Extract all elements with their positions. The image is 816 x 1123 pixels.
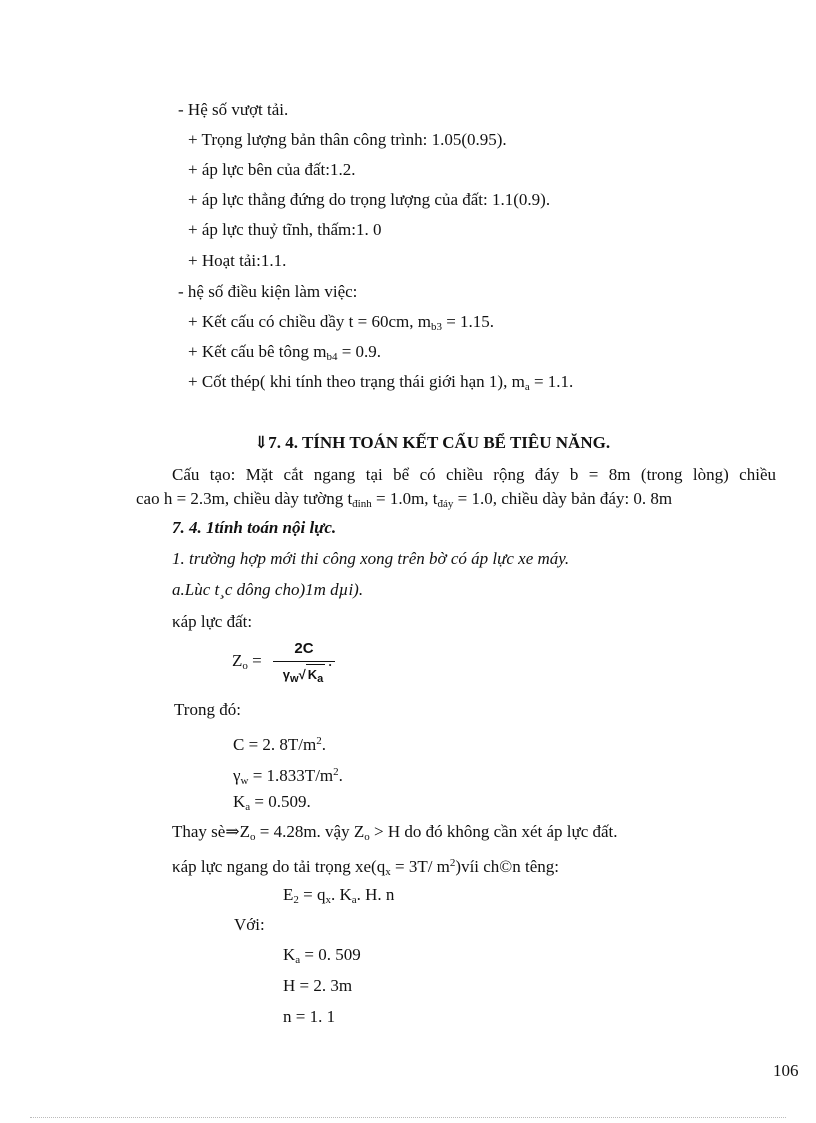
formula-end: . [328, 651, 333, 670]
n-value: n = 1. 1 [283, 1007, 336, 1026]
ka-value: $K_a = 0.509$. [233, 792, 311, 813]
fraction-bar [273, 661, 335, 662]
overload-heading: - Hệ số vượt tải. [178, 100, 289, 119]
work-item-1: + Kết cấu có chiều dầy t = 60cm, $m_{b3} = 1.15$. [188, 312, 495, 333]
h-value: H = 2. 3m [283, 976, 353, 995]
e2-formula: $E_2 = q_x$. $K_a$. H. n [283, 885, 395, 906]
page-number: 106 [773, 1061, 799, 1080]
bottom-divider [30, 1117, 786, 1118]
horizontal-pressure-label: κáp lực ngang do tải trọng $xe(q_x = 3T/$ $m^2)víi$ ch©n têng: [172, 857, 559, 878]
section-heading: ⇓7. 4. TÍNH TOÁN KẾT CẤU BỂ TIÊU NĂNG. [254, 433, 611, 452]
work-item-3: + Cốt thép( khi tính theo trạng thái giới hạn 1), $m_a = 1.1$. [188, 372, 574, 393]
intro-line-2: cao h = 2.3m, chiều dày tường $t_{đỉnh} = 1.0m$, $t_{đáy} = 1.0$, chiều dày bản đáy: 0. 8m [136, 489, 673, 510]
work-item-2: + Kết cấu bê tông $m_{b4} = 0.9$. [188, 342, 382, 363]
subsection-title: 7. 4. 1tính toán nội lực. [172, 518, 337, 537]
formula-fraction [273, 640, 335, 689]
overload-item-5: + Hoạt tải:1.1. [188, 251, 287, 270]
overload-item-4: + áp lực thuỷ tĩnh, thấm:1. 0 [188, 220, 382, 239]
case-1: 1. trường hợp mới thi công xong trên bờ có áp lực xe máy. [172, 549, 570, 568]
fraction-numerator: 2C [294, 640, 314, 657]
down-arrow-icon: ⇓ [254, 433, 269, 452]
work-heading: - hệ số điều kiện làm việc: [178, 282, 358, 301]
where-label: Trong đó: [174, 700, 241, 719]
case-a: a.Lùc t¸c dông cho)1m dµi). [172, 580, 364, 599]
intro-line-1: Cấu tạo: Mặt cắt ngang tại bể có chiều rộng đáy b = 8m (trong lòng) chiều [172, 465, 776, 484]
fraction-denominator: $\gamma_w√$ $K_a$ [273, 664, 335, 689]
sqrt-icon: √ [298, 667, 306, 682]
ka-value-2: $K_a = 0$. 509 [283, 945, 361, 966]
overload-item-3: + áp lực thẳng đứng do trọng lượng của đất: 1.1(0.9). [188, 190, 551, 209]
gamma-value: $\gamma_w = 1.833T/m^2$. [233, 766, 343, 787]
c-value: C = 2. $8T/m^2$. [233, 735, 327, 754]
overload-item-1: + Trọng lượng bản thân công trình: 1.05(0.95). [188, 130, 507, 149]
soil-pressure-label: κáp lực đất: [172, 612, 253, 631]
implies-arrow-icon: ⇒ [225, 822, 240, 841]
overload-item-2: + áp lực bên của đất:1.2. [188, 160, 356, 179]
formula-z-label: $Z_o$ = [232, 651, 262, 672]
with-label: Với: [234, 915, 265, 934]
substitution-line: Thay $sè\Rightarrow Z_o = 4.28m$. vậy $Z_o > H$ do đó không cần xét áp lực đất. [172, 822, 618, 843]
